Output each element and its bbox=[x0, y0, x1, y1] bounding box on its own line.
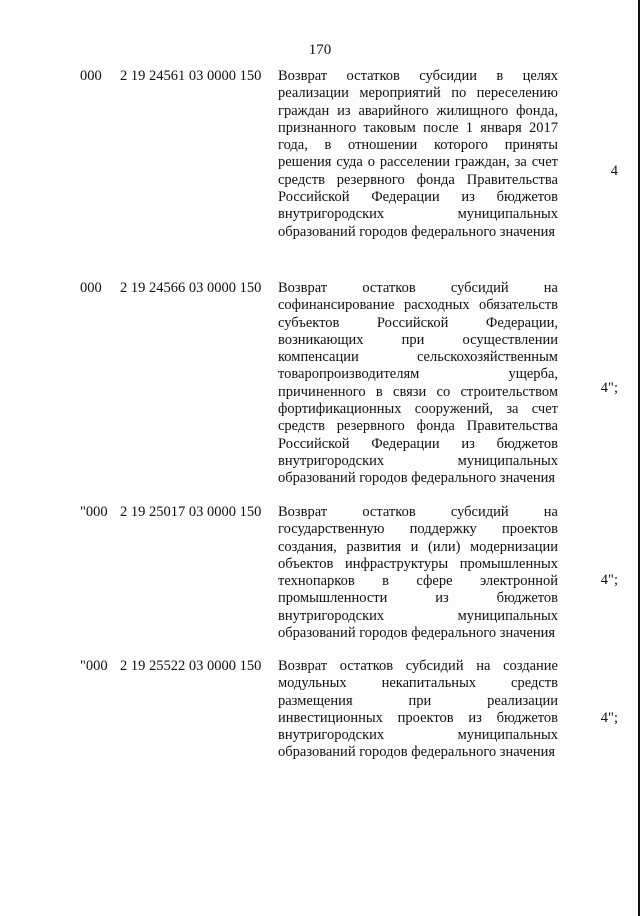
row-value: 4"; bbox=[600, 380, 618, 396]
row-code-prefix: 000 bbox=[80, 280, 102, 296]
row-budget-code: 2 19 25017 03 0000 150 bbox=[120, 504, 262, 520]
row-code-prefix: "000 bbox=[80, 658, 108, 674]
row-description: Возврат остатков субсидий на создание модульных некапитальных средств размещения при реализации инвестиционных проектов из бюджетов внутригородских муниципальных образований городов федерального значения bbox=[278, 658, 558, 761]
row-description: Возврат остатков субсидий на государственную поддержку проектов создания, развития и (или) модернизации объектов инфраструктуры промышленных технопарков в сфере электронной промышленности из бюджетов внутригородских муниципальных образований городов федерального значения bbox=[278, 504, 558, 642]
row-value: 4 bbox=[610, 163, 618, 179]
row-description: Возврат остатков субсидий на софинансирование расходных обязательств субъектов Российской Федерации, возникающих при осуществлении компенсации сельскохозяйственным товаропроизводителям ущерба, причиненного в связи со строительством фортификационных сооружений, за счет средств резервного фонда Правительства Российской Федерации из бюджетов внутригородских муниципальных образований городов федерального значения bbox=[278, 280, 558, 487]
row-description: Возврат остатков субсидии в целях реализации мероприятий по переселению граждан из аварийного жилищного фонда, признанного таковым после 1 января 2017 года, в отношении которого приняты решения суда о расселении граждан, за счет средств резервного фонда Правительства Российской Федерации из бюджетов внутригородских муниципальных образований городов федерального значения bbox=[278, 68, 558, 240]
row-value: 4"; bbox=[600, 710, 618, 726]
page-number: 170 bbox=[308, 42, 332, 58]
row-budget-code: 2 19 24566 03 0000 150 bbox=[120, 280, 262, 296]
row-code-prefix: 000 bbox=[80, 68, 102, 84]
row-value: 4"; bbox=[600, 572, 618, 588]
row-code-prefix: "000 bbox=[80, 504, 108, 520]
row-budget-code: 2 19 25522 03 0000 150 bbox=[120, 658, 262, 674]
row-budget-code: 2 19 24561 03 0000 150 bbox=[120, 68, 262, 84]
